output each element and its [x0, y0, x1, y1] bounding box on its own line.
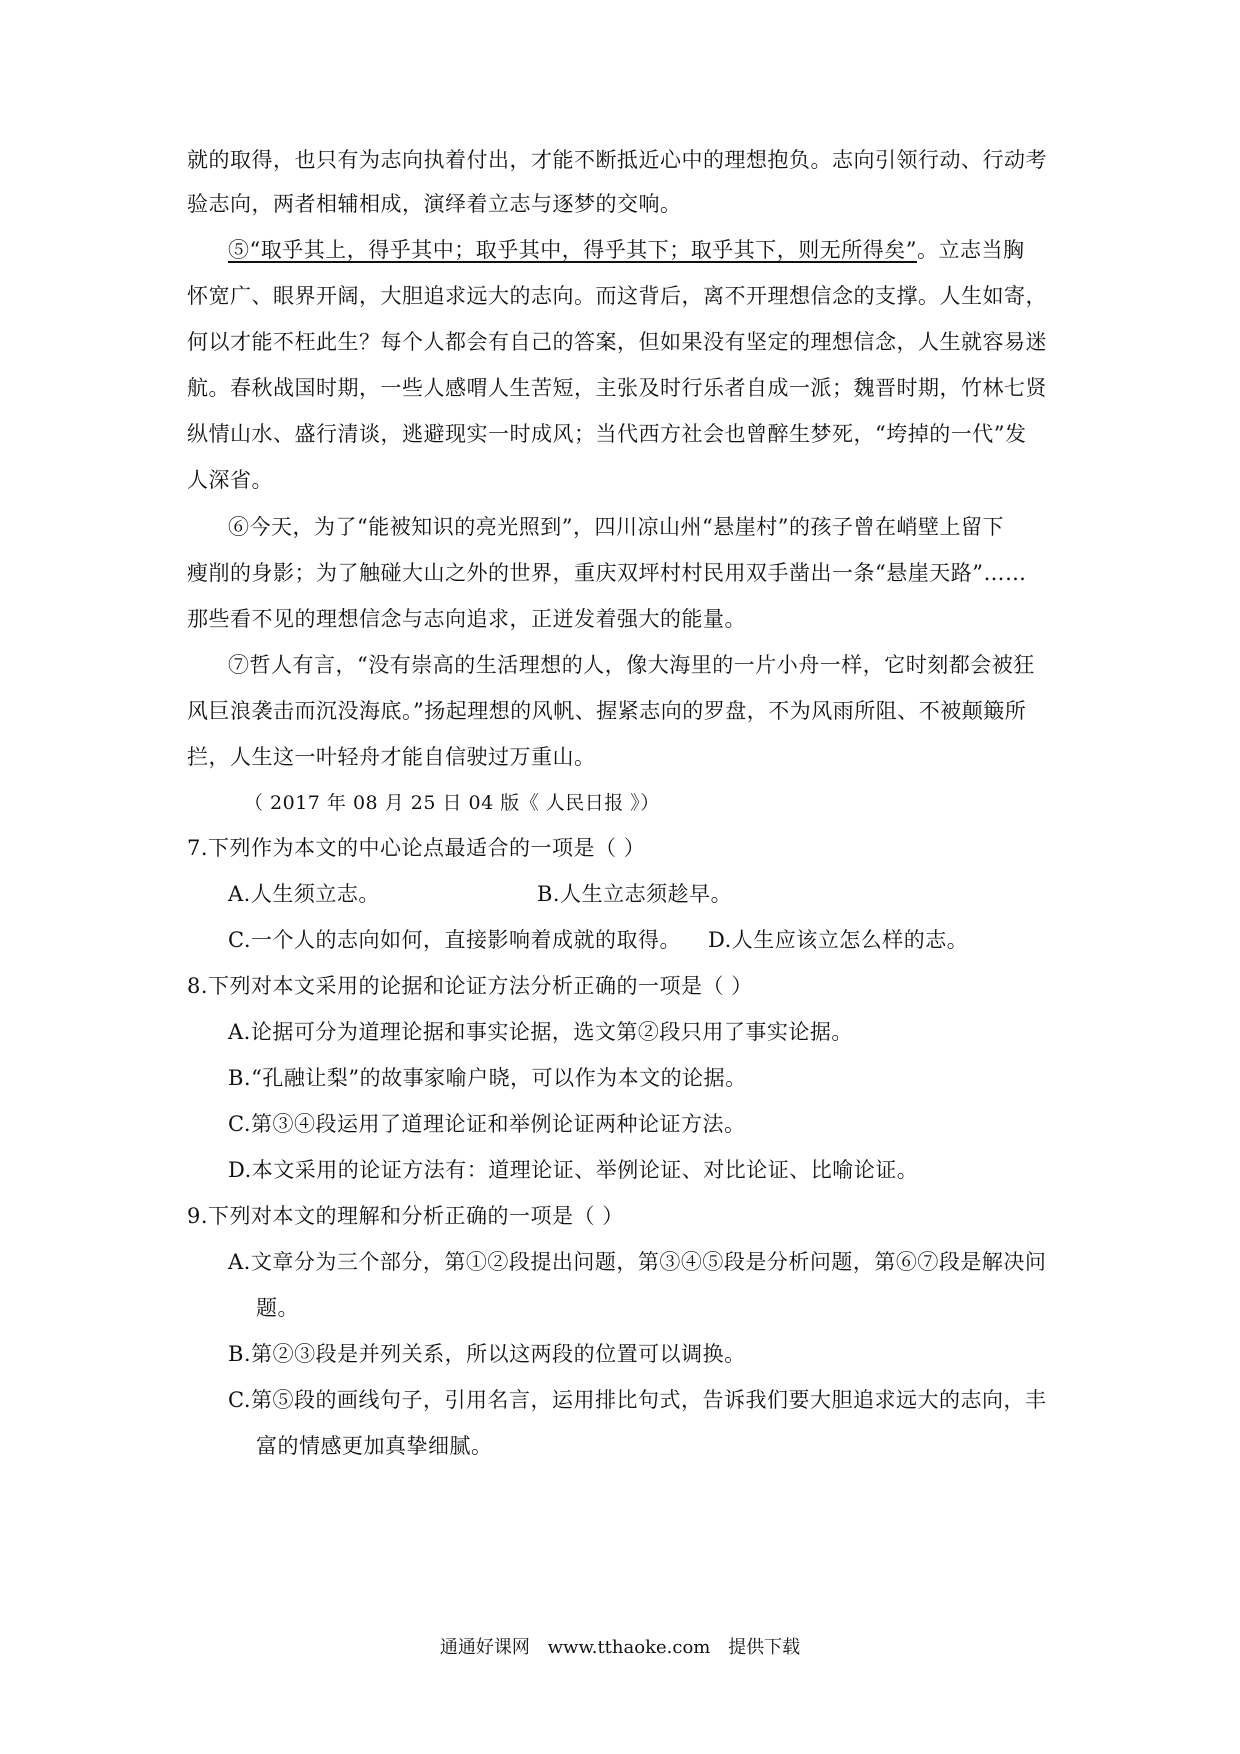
- para4-line-2: 验志向，两者相辅相成，演绎着立志与逐梦的交响。: [187, 192, 682, 216]
- q9-option-a-line-2: 题。: [256, 1296, 299, 1320]
- q7-option-c: C.一个人的志向如何，直接影响着成就的取得。: [228, 928, 681, 952]
- underlined-quote: ⑤“取乎其上，得乎其中；取乎其中，得乎其下；取乎其下，则无所得矣”: [228, 238, 917, 262]
- para5-line-1: [228, 236, 1024, 264]
- q8-option-b: B.“孔融让梨”的故事家喻户晓，可以作为本文的论据。: [228, 1066, 747, 1090]
- q9-option-c-line-1: C.第⑤段的画线句子，引用名言，运用排比句式，告诉我们要大胆追求远大的志向，丰: [228, 1388, 1047, 1412]
- q8-option-a: A.论据可分为道理论据和事实论据，选文第②段只用了事实论据。: [228, 1020, 853, 1044]
- para5-line-2: 怀宽广、眼界开阔，大胆追求远大的志向。而这背后，离不开理想信念的支撑。人生如寄，: [187, 284, 1047, 308]
- q9-option-a-line-1: A.文章分为三个部分，第①②段提出问题，第③④⑤段是分析问题，第⑥⑦段是解决问: [228, 1250, 1047, 1274]
- para5-line-1-rest: 。立志当胸: [916, 238, 1025, 262]
- source-citation: （ 2017 年 08 月 25 日 04 版《 人民日报 》）: [244, 792, 660, 814]
- page-footer: [0, 1636, 1240, 1660]
- q8-stem: 8.下列对本文采用的论据和论证方法分析正确的一项是（ ）: [187, 974, 753, 998]
- q7-stem: 7.下列作为本文的中心论点最适合的一项是（ ）: [187, 836, 646, 860]
- para5-line-4: 航。春秋战国时期，一些人感喟人生苦短，主张及时行乐者自成一派；魏晋时期，竹林七贤: [187, 376, 1047, 400]
- q7-option-d: D.人生应该立怎么样的志。: [708, 928, 969, 952]
- q9-option-c-line-2: 富的情感更加真挚细腻。: [256, 1434, 493, 1458]
- para5-line-6: 人深省。: [187, 468, 273, 492]
- para5-line-3: 何以才能不枉此生？每个人都会有自己的答案，但如果没有坚定的理想信念，人生就容易迷: [187, 330, 1047, 354]
- q9-option-b: B.第②③段是并列关系，所以这两段的位置可以调换。: [228, 1342, 746, 1366]
- q9-stem: 9.下列对本文的理解和分析正确的一项是（ ）: [187, 1204, 624, 1228]
- para4-line-1: 就的取得，也只有为志向执着付出，才能不断抵近心中的理想抱负。志向引领行动、行动考: [187, 148, 1047, 172]
- footer-site-name: 通通好课网: [439, 1637, 530, 1658]
- q7-option-a: A.人生须立志。: [228, 882, 380, 906]
- para5-line-5: 纵情山水、盛行清谈，逃避现实一时成风；当代西方社会也曾醉生梦死，“垮掉的一代”发: [187, 422, 1027, 446]
- q8-option-c: C.第③④段运用了道理论证和举例论证两种论证方法。: [228, 1112, 746, 1136]
- q8-option-d: D.本文采用的论证方法有：道理论证、举例论证、对比论证、比喻论证。: [228, 1158, 919, 1182]
- footer-url[interactable]: www.tthaoke.com: [547, 1637, 711, 1658]
- footer-note: 提供下载: [728, 1637, 801, 1658]
- q7-option-b: B.人生立志须趁早。: [537, 882, 733, 906]
- para6-line-1: ⑥今天，为了“能被知识的亮光照到”，四川凉山州“悬崖村”的孩子曾在峭壁上留下: [228, 515, 1004, 539]
- para7-line-3: 拦，人生这一叶轻舟才能自信驶过万重山。: [187, 745, 596, 769]
- para6-line-3: 那些看不见的理想信念与志向追求，正迸发着强大的能量。: [187, 607, 746, 631]
- para7-line-2: 风巨浪袭击而沉没海底。”扬起理想的风帆、握紧志向的罗盘，不为风雨所阻、不被颠簸所: [187, 699, 1027, 723]
- para6-line-2: 瘦削的身影；为了触碰大山之外的世界，重庆双坪村村民用双手凿出一条“悬崖天路”……: [187, 561, 1027, 585]
- para7-line-1: ⑦哲人有言，“没有崇高的生活理想的人，像大海里的一片小舟一样，它时刻都会被狂: [228, 653, 1035, 677]
